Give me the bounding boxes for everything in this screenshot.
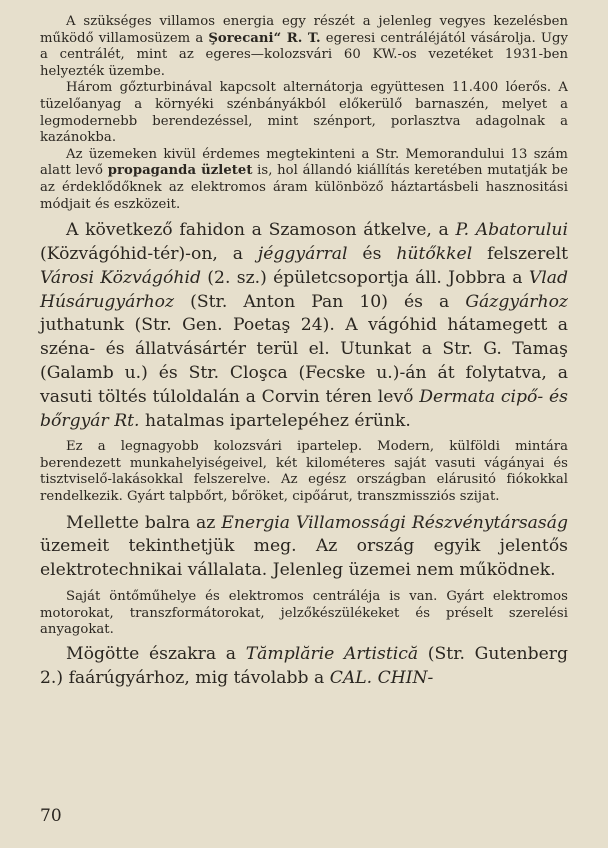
paragraph-dermata: Ez a legnagyobb kolozsvári ipartelep. Modern, külföldi mintára berendezett munkahelyiségeivel, két kilométeres saját vasuti vágányai és tisztviselő-lakásokkal felszerelve. Az egész országban elárusitó fiókokkal rendelkezik. Gyárt talpbőrt, bőröket, cipőárut, transzmissziós szijat. — [40, 439, 568, 505]
text-span: (Közvágóhid-tér)-on, a — [40, 243, 258, 264]
text-span: (Str. Anton Pan 10) és a — [174, 291, 466, 312]
text-span: Az üzemeken kivül érdemes megtekinteni a Str. Memorandului 13 szám alatt levő — [40, 146, 568, 179]
place-name: hütőkkel — [396, 243, 473, 264]
place-name: Vlad Húsárugyárhoz — [40, 267, 568, 312]
propaganda-shop-name: propaganda üzletet — [107, 163, 253, 179]
text-span: egeresi centráléjától vásárolja. Ugy a centrálét, mint az egeres—kolozsvári 60 KW.-os vezetéket 1931-ben helyezték üzembe. — [40, 30, 568, 79]
text-span: Mögötte északra a — [66, 643, 246, 664]
paragraph-propaganda-shop — [40, 147, 568, 213]
text-span: felszerelt — [472, 243, 568, 264]
text-span: A szükséges villamos energia egy részét a jelenleg vegyes kezelésben működő villamosüzem a — [40, 14, 568, 46]
place-name: P. Abatorului — [455, 220, 568, 241]
text-span: Mellette balra az — [66, 512, 222, 533]
text-span: juthatunk (Str. Gen. Poetaş 24). A vágóhid hátamegett a széna- és állatvásártér terül el. Utunkat a Str. G. Tamaş (Galamb u.) és Str. Cloşca (Fecske u.)-án át folytatva, a vasuti töltés túloldalán a Corvin téren levő — [40, 315, 568, 407]
text-span: (Str. Gutenberg 2.) faárúgyárhoz, mig távolabb a — [40, 643, 568, 688]
paragraph-tamplarie — [40, 643, 568, 691]
place-name: Dermata cipő- és bőrgyár Rt. — [40, 386, 568, 431]
text-span: A következő fahidon a Szamoson átkelve, a — [66, 220, 456, 241]
paragraph-energia — [40, 512, 568, 583]
place-name: Tămplărie Artistică — [245, 643, 419, 664]
text-span: hatalmas ipartelepéhez érünk. — [139, 410, 411, 431]
text-span: (2. sz.) épületcsoportja áll. Jobbra a — [200, 267, 529, 288]
place-name: Gázgyárhoz — [465, 291, 568, 312]
text-span: is, hol állandó kiállítás keretében mutatják be az érdeklődőknek az elektromos áram különböző háztartásbeli hasznositási módjait és eszközeit. — [40, 163, 568, 212]
paragraph-slaughterhouse — [40, 219, 568, 433]
company-name: Şorecani“ R. T. — [208, 30, 321, 46]
page-number: 70 — [40, 806, 62, 826]
place-name: jéggyárral — [257, 243, 348, 264]
paragraph-power-supply — [40, 14, 568, 80]
place-name: Energia Villamossági Részvénytársaság — [221, 512, 568, 533]
place-name: CAL. CHIN- — [329, 667, 434, 688]
text-span: üzemeit tekinthetjük meg. Az ország egyik jelentős elektrotechnikai vállalata. Jelenleg üzemei nem működnek. — [40, 536, 568, 581]
paragraph-turbines: Három gőzturbinával kapcsolt alternátorja együttesen 11.400 lóerős. A tüzelőanyag a környéki szénbányákból előkerülő barnaszén, melyet a legmodernebb berendezéssel, mint szénport, porlasztva adagolnak a kazánokba. — [40, 80, 568, 146]
place-name: Városi Közvágóhid — [40, 267, 201, 288]
text-span: és — [347, 243, 397, 264]
paragraph-foundry: Saját öntőműhelye és elektromos centráléja is van. Gyárt elektromos motorokat, transzformátorokat, jelzőkészülékeket és préselt szerelési anyagokat. — [40, 589, 568, 638]
